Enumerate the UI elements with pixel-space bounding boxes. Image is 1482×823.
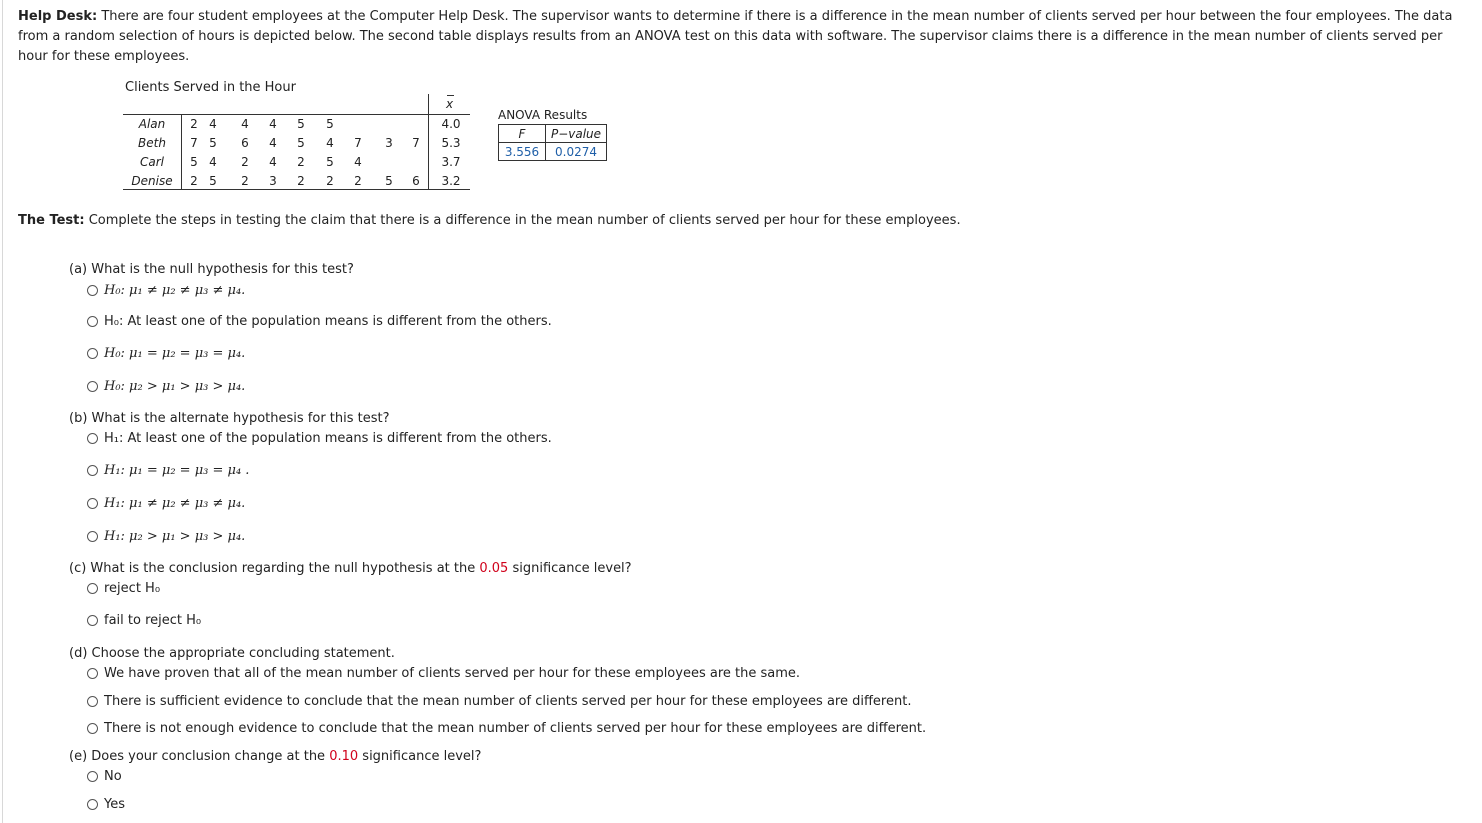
- option-label: H₀: At least one of the population means is different from the others.: [104, 314, 552, 329]
- clients-value: 5: [209, 136, 217, 150]
- clients-value: 7: [412, 136, 420, 150]
- option-d-1[interactable]: [87, 666, 800, 681]
- option-label: reject H₀: [104, 581, 161, 596]
- question-e-text-end: significance level?: [362, 749, 482, 764]
- clients-value: 4: [269, 117, 277, 131]
- option-label: No: [104, 769, 122, 784]
- data-table-caption: Clients Served in the Hour: [125, 80, 296, 95]
- clients-value: 5: [326, 117, 334, 131]
- option-label: H₀: μ₂ > μ₁ > μ₃ > μ₄.: [104, 379, 246, 394]
- clients-value: 3: [269, 174, 277, 188]
- clients-value: 2: [297, 155, 305, 169]
- clients-value: 2: [190, 174, 198, 188]
- significance-level: 0.05: [479, 561, 509, 576]
- clients-value: 2: [297, 174, 305, 188]
- clients-value: 5: [190, 155, 198, 169]
- clients-value: 4: [209, 117, 217, 131]
- option-label: H₁: μ₂ > μ₁ > μ₃ > μ₄.: [104, 529, 246, 544]
- option-label: H₀: μ₁ ≠ μ₂ ≠ μ₃ ≠ μ₄.: [104, 283, 246, 298]
- radio-button[interactable]: [87, 723, 98, 734]
- employee-mean: 3.7: [441, 155, 461, 169]
- mean-column-divider: [428, 94, 429, 189]
- employee-name: Carl: [140, 155, 164, 169]
- test-label: The Test:: [18, 213, 85, 228]
- anova-p-value: 0.0274: [546, 143, 607, 161]
- option-b-2[interactable]: [87, 463, 249, 478]
- clients-value: 6: [412, 174, 420, 188]
- anova-table: [498, 124, 607, 161]
- option-c-2[interactable]: [87, 613, 201, 628]
- significance-level: 0.10: [329, 749, 359, 764]
- option-label: H₁: μ₁ ≠ μ₂ ≠ μ₃ ≠ μ₄.: [104, 496, 246, 511]
- radio-button[interactable]: [87, 381, 98, 392]
- anova-f-value: 3.556: [499, 143, 546, 161]
- radio-button[interactable]: [87, 583, 98, 594]
- clients-value: 2: [190, 117, 198, 131]
- option-a-1[interactable]: [87, 283, 245, 298]
- problem-intro: [18, 7, 1468, 67]
- radio-button[interactable]: [87, 465, 98, 476]
- option-label: H₀: μ₁ = μ₂ = μ₃ = μ₄.: [104, 346, 246, 361]
- clients-value: 2: [241, 174, 249, 188]
- clients-value: 2: [354, 174, 362, 188]
- option-b-1[interactable]: [87, 431, 552, 446]
- clients-value: 4: [269, 136, 277, 150]
- clients-value: 5: [297, 136, 305, 150]
- option-b-3[interactable]: [87, 496, 245, 511]
- option-label: There is sufficient evidence to conclude that the mean number of clients served per hour for these employees are different.: [104, 694, 912, 709]
- radio-button[interactable]: [87, 285, 98, 296]
- option-d-2[interactable]: [87, 694, 911, 709]
- question-e: [69, 749, 481, 764]
- table-top-rule: [123, 114, 428, 115]
- radio-button[interactable]: [87, 668, 98, 679]
- clients-value: 4: [241, 117, 249, 131]
- table-bottom-rule: [123, 189, 470, 190]
- question-c-text: (c) What is the conclusion regarding the null hypothesis at the: [69, 561, 476, 576]
- left-border: [2, 0, 3, 823]
- radio-button[interactable]: [87, 348, 98, 359]
- employee-mean: 5.3: [441, 136, 461, 150]
- clients-value: 4: [354, 155, 362, 169]
- clients-value: 5: [385, 174, 393, 188]
- employee-name: Alan: [138, 117, 166, 131]
- option-label: fail to reject H₀: [104, 613, 202, 628]
- radio-button[interactable]: [87, 696, 98, 707]
- option-c-1[interactable]: [87, 581, 160, 596]
- radio-button[interactable]: [87, 799, 98, 810]
- test-instructions: [18, 213, 961, 228]
- clients-value: 4: [269, 155, 277, 169]
- option-e-no[interactable]: [87, 769, 122, 784]
- test-text: Complete the steps in testing the claim that there is a difference in the mean number of clients served per hour for these employees.: [88, 213, 961, 228]
- anova-header-f: F: [499, 125, 546, 143]
- employee-mean: 3.2: [441, 174, 461, 188]
- employee-name: Denise: [131, 174, 173, 188]
- intro-label: Help Desk:: [18, 9, 98, 24]
- clients-value: 4: [326, 136, 334, 150]
- clients-value: 7: [190, 136, 198, 150]
- question-c-text-end: significance level?: [512, 561, 632, 576]
- radio-button[interactable]: [87, 316, 98, 327]
- clients-value: 5: [297, 117, 305, 131]
- table-divider: [428, 114, 470, 115]
- radio-button[interactable]: [87, 615, 98, 626]
- clients-value: 3: [385, 136, 393, 150]
- anova-title: ANOVA Results: [498, 108, 588, 122]
- question-c: [69, 561, 632, 576]
- option-b-4[interactable]: [87, 529, 245, 544]
- name-column-divider: [181, 115, 182, 189]
- option-d-3[interactable]: [87, 721, 926, 736]
- intro-text: There are four student employees at the Computer Help Desk. The supervisor wants to determine if there is a difference in the mean number of clients served per hour between the four employees. The data from a random selection of hours is depicted below. The second table displays results from an ANOVA test on this data with software. The supervisor claims there is a difference in the mean number of clients served per hour for these employees.: [18, 9, 1453, 64]
- clients-value: 5: [209, 174, 217, 188]
- employee-name: Beth: [138, 136, 166, 150]
- employee-mean: 4.0: [441, 117, 461, 131]
- question-b: (b) What is the alternate hypothesis for this test?: [69, 411, 390, 426]
- clients-value: 7: [354, 136, 362, 150]
- option-label: Yes: [104, 797, 125, 812]
- option-e-yes[interactable]: [87, 797, 125, 812]
- option-a-3[interactable]: [87, 346, 245, 361]
- clients-value: 2: [241, 155, 249, 169]
- anova-header-p: P−value: [546, 125, 607, 143]
- question-a: (a) What is the null hypothesis for this test?: [69, 262, 354, 277]
- option-label: H₁: μ₁ = μ₂ = μ₃ = μ₄ .: [104, 463, 250, 478]
- option-label: H₁: At least one of the population means is different from the others.: [104, 431, 552, 446]
- mean-header: x: [446, 97, 454, 111]
- radio-button[interactable]: [87, 498, 98, 509]
- question-e-text: (e) Does your conclusion change at the: [69, 749, 326, 764]
- radio-button[interactable]: [87, 433, 98, 444]
- radio-button[interactable]: [87, 531, 98, 542]
- question-d: (d) Choose the appropriate concluding statement.: [69, 646, 395, 661]
- clients-value: 4: [209, 155, 217, 169]
- option-a-2[interactable]: [87, 314, 552, 329]
- radio-button[interactable]: [87, 771, 98, 782]
- option-label: We have proven that all of the mean number of clients served per hour for these employees are the same.: [104, 666, 801, 681]
- clients-value: 5: [326, 155, 334, 169]
- option-label: There is not enough evidence to conclude that the mean number of clients served per hour for these employees are different.: [104, 721, 927, 736]
- clients-value: 6: [241, 136, 249, 150]
- option-a-4[interactable]: [87, 379, 245, 394]
- clients-value: 2: [326, 174, 334, 188]
